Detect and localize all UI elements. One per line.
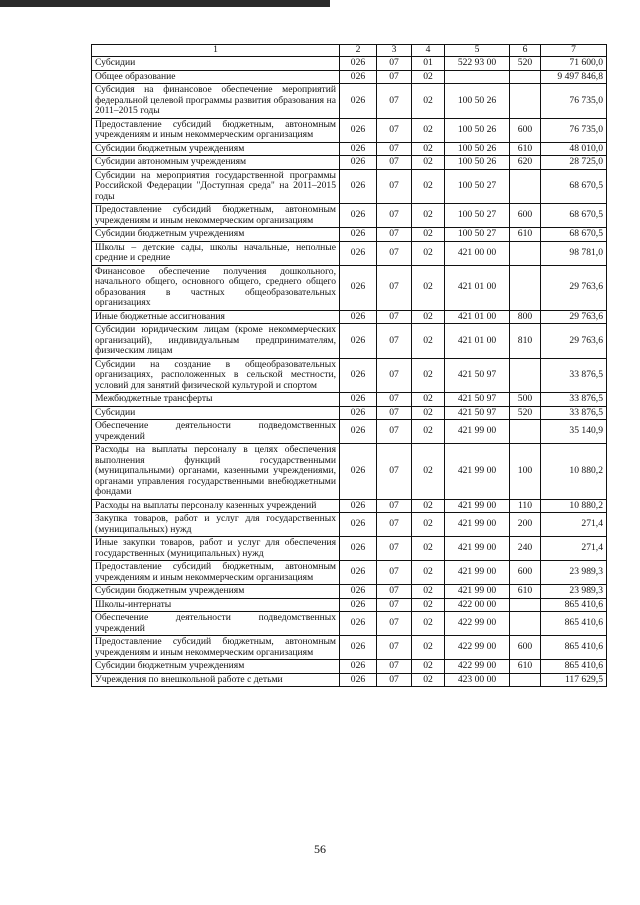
header-cell: 3: [377, 45, 412, 57]
target-article-cell: 423 00 00: [445, 673, 510, 687]
ministry-code-cell: 026: [340, 513, 377, 537]
amount-cell: 271,4: [541, 513, 607, 537]
amount-cell: 23 989,3: [541, 561, 607, 585]
expense-type-cell: 500: [510, 393, 541, 407]
subsection-code-cell: 01: [412, 57, 445, 71]
table-row: [92, 420, 607, 444]
row-name-cell: Предоставление субсидий бюджетным, автономным учреждениям и иным некоммерческим организациям: [92, 118, 340, 142]
row-name-cell: Закупка товаров, работ и услуг для государственных (муниципальных) нужд: [92, 513, 340, 537]
section-code-cell: 07: [377, 513, 412, 537]
subsection-code-cell: 02: [412, 598, 445, 612]
target-article-cell: 100 50 27: [445, 228, 510, 242]
amount-cell: 117 629,5: [541, 673, 607, 687]
row-name-cell: Обеспечение деятельности подведомственных учреждений: [92, 420, 340, 444]
table-row: [92, 118, 607, 142]
row-name-cell: Субсидии юридическим лицам (кроме некоммерческих организаций), индивидуальным предпринимателям, физическим лицам: [92, 324, 340, 359]
section-code-cell: 07: [377, 499, 412, 513]
scan-edge-mark: [0, 0, 330, 7]
expense-type-cell: 600: [510, 561, 541, 585]
target-article-cell: 100 50 26: [445, 156, 510, 170]
table-row: [92, 444, 607, 500]
row-name-cell: Межбюджетные трансферты: [92, 393, 340, 407]
section-code-cell: 07: [377, 84, 412, 119]
ministry-code-cell: 026: [340, 310, 377, 324]
target-article-cell: 422 99 00: [445, 636, 510, 660]
amount-cell: 28 725,0: [541, 156, 607, 170]
subsection-code-cell: 02: [412, 636, 445, 660]
subsection-code-cell: 02: [412, 537, 445, 561]
table-row: [92, 310, 607, 324]
target-article-cell: 421 50 97: [445, 393, 510, 407]
ministry-code-cell: 026: [340, 142, 377, 156]
ministry-code-cell: 026: [340, 673, 377, 687]
row-name-cell: Субсидия на финансовое обеспечение мероприятий федеральной целевой программы развития образования на 2011–2015 годы: [92, 84, 340, 119]
header-cell: 6: [510, 45, 541, 57]
amount-cell: 33 876,5: [541, 406, 607, 420]
expense-type-cell: 600: [510, 118, 541, 142]
ministry-code-cell: 026: [340, 70, 377, 84]
expense-type-cell: [510, 241, 541, 265]
section-code-cell: 07: [377, 228, 412, 242]
subsection-code-cell: 02: [412, 118, 445, 142]
subsection-code-cell: 02: [412, 499, 445, 513]
expense-type-cell: [510, 420, 541, 444]
target-article-cell: 421 99 00: [445, 585, 510, 599]
row-name-cell: Финансовое обеспечение получения дошкольного, начального общего, основного общего, среднего общего образования в частных общеобразовательных организациях: [92, 265, 340, 310]
target-article-cell: 421 00 00: [445, 241, 510, 265]
section-code-cell: 07: [377, 70, 412, 84]
target-article-cell: 421 50 97: [445, 406, 510, 420]
expense-type-cell: 600: [510, 204, 541, 228]
ministry-code-cell: 026: [340, 537, 377, 561]
section-code-cell: 07: [377, 420, 412, 444]
section-code-cell: 07: [377, 636, 412, 660]
target-article-cell: 421 99 00: [445, 513, 510, 537]
subsection-code-cell: 02: [412, 310, 445, 324]
amount-cell: 29 763,6: [541, 310, 607, 324]
ministry-code-cell: 026: [340, 636, 377, 660]
expense-type-cell: 800: [510, 310, 541, 324]
amount-cell: 29 763,6: [541, 324, 607, 359]
table-row: [92, 406, 607, 420]
row-name-cell: Расходы на выплаты персоналу в целях обеспечения выполнения функций государственными (муниципальными) органами, казенными учреждениями, органами управления государственными внебюджетными фондами: [92, 444, 340, 500]
expense-type-cell: 620: [510, 156, 541, 170]
ministry-code-cell: 026: [340, 598, 377, 612]
ministry-code-cell: 026: [340, 358, 377, 393]
section-code-cell: 07: [377, 57, 412, 71]
ministry-code-cell: 026: [340, 324, 377, 359]
ministry-code-cell: 026: [340, 420, 377, 444]
row-name-cell: Обеспечение деятельности подведомственных учреждений: [92, 612, 340, 636]
table-row: [92, 156, 607, 170]
table-row: [92, 537, 607, 561]
target-article-cell: 421 99 00: [445, 499, 510, 513]
table-row: [92, 324, 607, 359]
subsection-code-cell: 02: [412, 585, 445, 599]
section-code-cell: 07: [377, 241, 412, 265]
row-name-cell: Субсидии: [92, 406, 340, 420]
section-code-cell: 07: [377, 310, 412, 324]
ministry-code-cell: 026: [340, 156, 377, 170]
expense-type-cell: [510, 673, 541, 687]
row-name-cell: Субсидии бюджетным учреждениям: [92, 660, 340, 674]
section-code-cell: 07: [377, 393, 412, 407]
target-article-cell: 100 50 27: [445, 169, 510, 204]
subsection-code-cell: 02: [412, 204, 445, 228]
table-row: [92, 228, 607, 242]
subsection-code-cell: 02: [412, 324, 445, 359]
ministry-code-cell: 026: [340, 444, 377, 500]
section-code-cell: 07: [377, 169, 412, 204]
expense-type-cell: [510, 84, 541, 119]
row-name-cell: Школы-интернаты: [92, 598, 340, 612]
amount-cell: 23 989,3: [541, 585, 607, 599]
row-name-cell: Субсидии на мероприятия государственной программы Российской Федерации "Доступная среда" на 2011–2015 годы: [92, 169, 340, 204]
expense-type-cell: 520: [510, 406, 541, 420]
target-article-cell: 422 00 00: [445, 598, 510, 612]
ministry-code-cell: 026: [340, 57, 377, 71]
target-article-cell: 421 99 00: [445, 537, 510, 561]
subsection-code-cell: 02: [412, 444, 445, 500]
row-name-cell: Субсидии: [92, 57, 340, 71]
target-article-cell: 421 01 00: [445, 324, 510, 359]
section-code-cell: 07: [377, 585, 412, 599]
subsection-code-cell: 02: [412, 420, 445, 444]
header-cell: 4: [412, 45, 445, 57]
amount-cell: 68 670,5: [541, 204, 607, 228]
subsection-code-cell: 02: [412, 513, 445, 537]
amount-cell: 33 876,5: [541, 358, 607, 393]
table-row: [92, 84, 607, 119]
subsection-code-cell: 02: [412, 561, 445, 585]
table-row: [92, 169, 607, 204]
subsection-code-cell: 02: [412, 612, 445, 636]
ministry-code-cell: 026: [340, 84, 377, 119]
target-article-cell: 421 50 97: [445, 358, 510, 393]
table-row: [92, 585, 607, 599]
subsection-code-cell: 02: [412, 70, 445, 84]
expense-type-cell: [510, 265, 541, 310]
ministry-code-cell: 026: [340, 561, 377, 585]
target-article-cell: 421 01 00: [445, 310, 510, 324]
table-row: [92, 393, 607, 407]
expense-type-cell: 610: [510, 142, 541, 156]
target-article-cell: 100 50 26: [445, 118, 510, 142]
amount-cell: 98 781,0: [541, 241, 607, 265]
row-name-cell: Субсидии автономным учреждениям: [92, 156, 340, 170]
expense-type-cell: 610: [510, 660, 541, 674]
section-code-cell: 07: [377, 358, 412, 393]
amount-cell: 865 410,6: [541, 598, 607, 612]
target-article-cell: 100 50 27: [445, 204, 510, 228]
header-cell: 1: [92, 45, 340, 57]
subsection-code-cell: 02: [412, 660, 445, 674]
expense-type-cell: 200: [510, 513, 541, 537]
section-code-cell: 07: [377, 598, 412, 612]
expense-type-cell: 520: [510, 57, 541, 71]
page-number: 56: [314, 842, 326, 856]
subsection-code-cell: 02: [412, 393, 445, 407]
expense-type-cell: 610: [510, 585, 541, 599]
expense-type-cell: [510, 612, 541, 636]
expense-type-cell: 810: [510, 324, 541, 359]
table-row: [92, 142, 607, 156]
amount-cell: 865 410,6: [541, 660, 607, 674]
row-name-cell: Субсидии бюджетным учреждениям: [92, 142, 340, 156]
subsection-code-cell: 02: [412, 358, 445, 393]
section-code-cell: 07: [377, 537, 412, 561]
amount-cell: 68 670,5: [541, 169, 607, 204]
ministry-code-cell: 026: [340, 660, 377, 674]
ministry-code-cell: 026: [340, 241, 377, 265]
table-row: [92, 598, 607, 612]
target-article-cell: 422 99 00: [445, 612, 510, 636]
row-name-cell: Общее образование: [92, 70, 340, 84]
header-cell: 2: [340, 45, 377, 57]
ministry-code-cell: 026: [340, 228, 377, 242]
table-row: [92, 561, 607, 585]
row-name-cell: Иные бюджетные ассигнования: [92, 310, 340, 324]
subsection-code-cell: 02: [412, 142, 445, 156]
expense-type-cell: 610: [510, 228, 541, 242]
subsection-code-cell: 02: [412, 84, 445, 119]
header-cell: 5: [445, 45, 510, 57]
ministry-code-cell: 026: [340, 118, 377, 142]
section-code-cell: 07: [377, 673, 412, 687]
table-body: [92, 57, 607, 687]
section-code-cell: 07: [377, 142, 412, 156]
expense-type-cell: 600: [510, 636, 541, 660]
row-name-cell: Учреждения по внешкольной работе с детьми: [92, 673, 340, 687]
table-row: [92, 612, 607, 636]
section-code-cell: 07: [377, 156, 412, 170]
table-row: [92, 70, 607, 84]
ministry-code-cell: 026: [340, 499, 377, 513]
ministry-code-cell: 026: [340, 393, 377, 407]
amount-cell: 48 010,0: [541, 142, 607, 156]
subsection-code-cell: 02: [412, 169, 445, 204]
section-code-cell: 07: [377, 660, 412, 674]
target-article-cell: 421 99 00: [445, 444, 510, 500]
ministry-code-cell: 026: [340, 204, 377, 228]
budget-table: [91, 44, 607, 687]
expense-type-cell: 240: [510, 537, 541, 561]
target-article-cell: 422 99 00: [445, 660, 510, 674]
section-code-cell: 07: [377, 265, 412, 310]
row-name-cell: Предоставление субсидий бюджетным, автономным учреждениям и иным некоммерческим организациям: [92, 204, 340, 228]
table-row: [92, 499, 607, 513]
amount-cell: 271,4: [541, 537, 607, 561]
amount-cell: 76 735,0: [541, 118, 607, 142]
table-row: [92, 57, 607, 71]
row-name-cell: Субсидии на создание в общеобразовательных организациях, расположенных в сельской местности, условий для занятий физической культурой и спортом: [92, 358, 340, 393]
table-row: [92, 241, 607, 265]
ministry-code-cell: 026: [340, 585, 377, 599]
target-article-cell: 421 01 00: [445, 265, 510, 310]
table-row: [92, 660, 607, 674]
table-row: [92, 673, 607, 687]
amount-cell: 71 600,0: [541, 57, 607, 71]
section-code-cell: 07: [377, 324, 412, 359]
ministry-code-cell: 026: [340, 169, 377, 204]
amount-cell: 9 497 846,8: [541, 70, 607, 84]
section-code-cell: 07: [377, 444, 412, 500]
section-code-cell: 07: [377, 406, 412, 420]
amount-cell: 10 880,2: [541, 444, 607, 500]
amount-cell: 10 880,2: [541, 499, 607, 513]
amount-cell: 33 876,5: [541, 393, 607, 407]
target-article-cell: 100 50 26: [445, 142, 510, 156]
row-name-cell: Школы – детские сады, школы начальные, неполные средние и средние: [92, 241, 340, 265]
row-name-cell: Субсидии бюджетным учреждениям: [92, 228, 340, 242]
header-row: [92, 45, 607, 57]
table-row: [92, 204, 607, 228]
section-code-cell: 07: [377, 612, 412, 636]
target-article-cell: 100 50 26: [445, 84, 510, 119]
subsection-code-cell: 02: [412, 228, 445, 242]
target-article-cell: 421 99 00: [445, 420, 510, 444]
subsection-code-cell: 02: [412, 265, 445, 310]
expense-type-cell: 110: [510, 499, 541, 513]
table-row: [92, 358, 607, 393]
section-code-cell: 07: [377, 561, 412, 585]
amount-cell: 865 410,6: [541, 612, 607, 636]
row-name-cell: Иные закупки товаров, работ и услуг для обеспечения государственных (муниципальных) нужд: [92, 537, 340, 561]
expense-type-cell: [510, 70, 541, 84]
expense-type-cell: 100: [510, 444, 541, 500]
subsection-code-cell: 02: [412, 241, 445, 265]
amount-cell: 29 763,6: [541, 265, 607, 310]
header-cell: 7: [541, 45, 607, 57]
row-name-cell: Субсидии бюджетным учреждениям: [92, 585, 340, 599]
amount-cell: 35 140,9: [541, 420, 607, 444]
ministry-code-cell: 026: [340, 265, 377, 310]
expense-type-cell: [510, 358, 541, 393]
expense-type-cell: [510, 598, 541, 612]
amount-cell: 76 735,0: [541, 84, 607, 119]
ministry-code-cell: 026: [340, 612, 377, 636]
section-code-cell: 07: [377, 118, 412, 142]
subsection-code-cell: 02: [412, 673, 445, 687]
subsection-code-cell: 02: [412, 406, 445, 420]
row-name-cell: Предоставление субсидий бюджетным, автономным учреждениям и иным некоммерческим организациям: [92, 636, 340, 660]
subsection-code-cell: 02: [412, 156, 445, 170]
expense-type-cell: [510, 169, 541, 204]
amount-cell: 865 410,6: [541, 636, 607, 660]
table-row: [92, 513, 607, 537]
amount-cell: 68 670,5: [541, 228, 607, 242]
row-name-cell: Предоставление субсидий бюджетным, автономным учреждениям и иным некоммерческим организациям: [92, 561, 340, 585]
section-code-cell: 07: [377, 204, 412, 228]
target-article-cell: [445, 70, 510, 84]
target-article-cell: 522 93 00: [445, 57, 510, 71]
table-row: [92, 265, 607, 310]
row-name-cell: Расходы на выплаты персоналу казенных учреждений: [92, 499, 340, 513]
table-row: [92, 636, 607, 660]
target-article-cell: 421 99 00: [445, 561, 510, 585]
ministry-code-cell: 026: [340, 406, 377, 420]
